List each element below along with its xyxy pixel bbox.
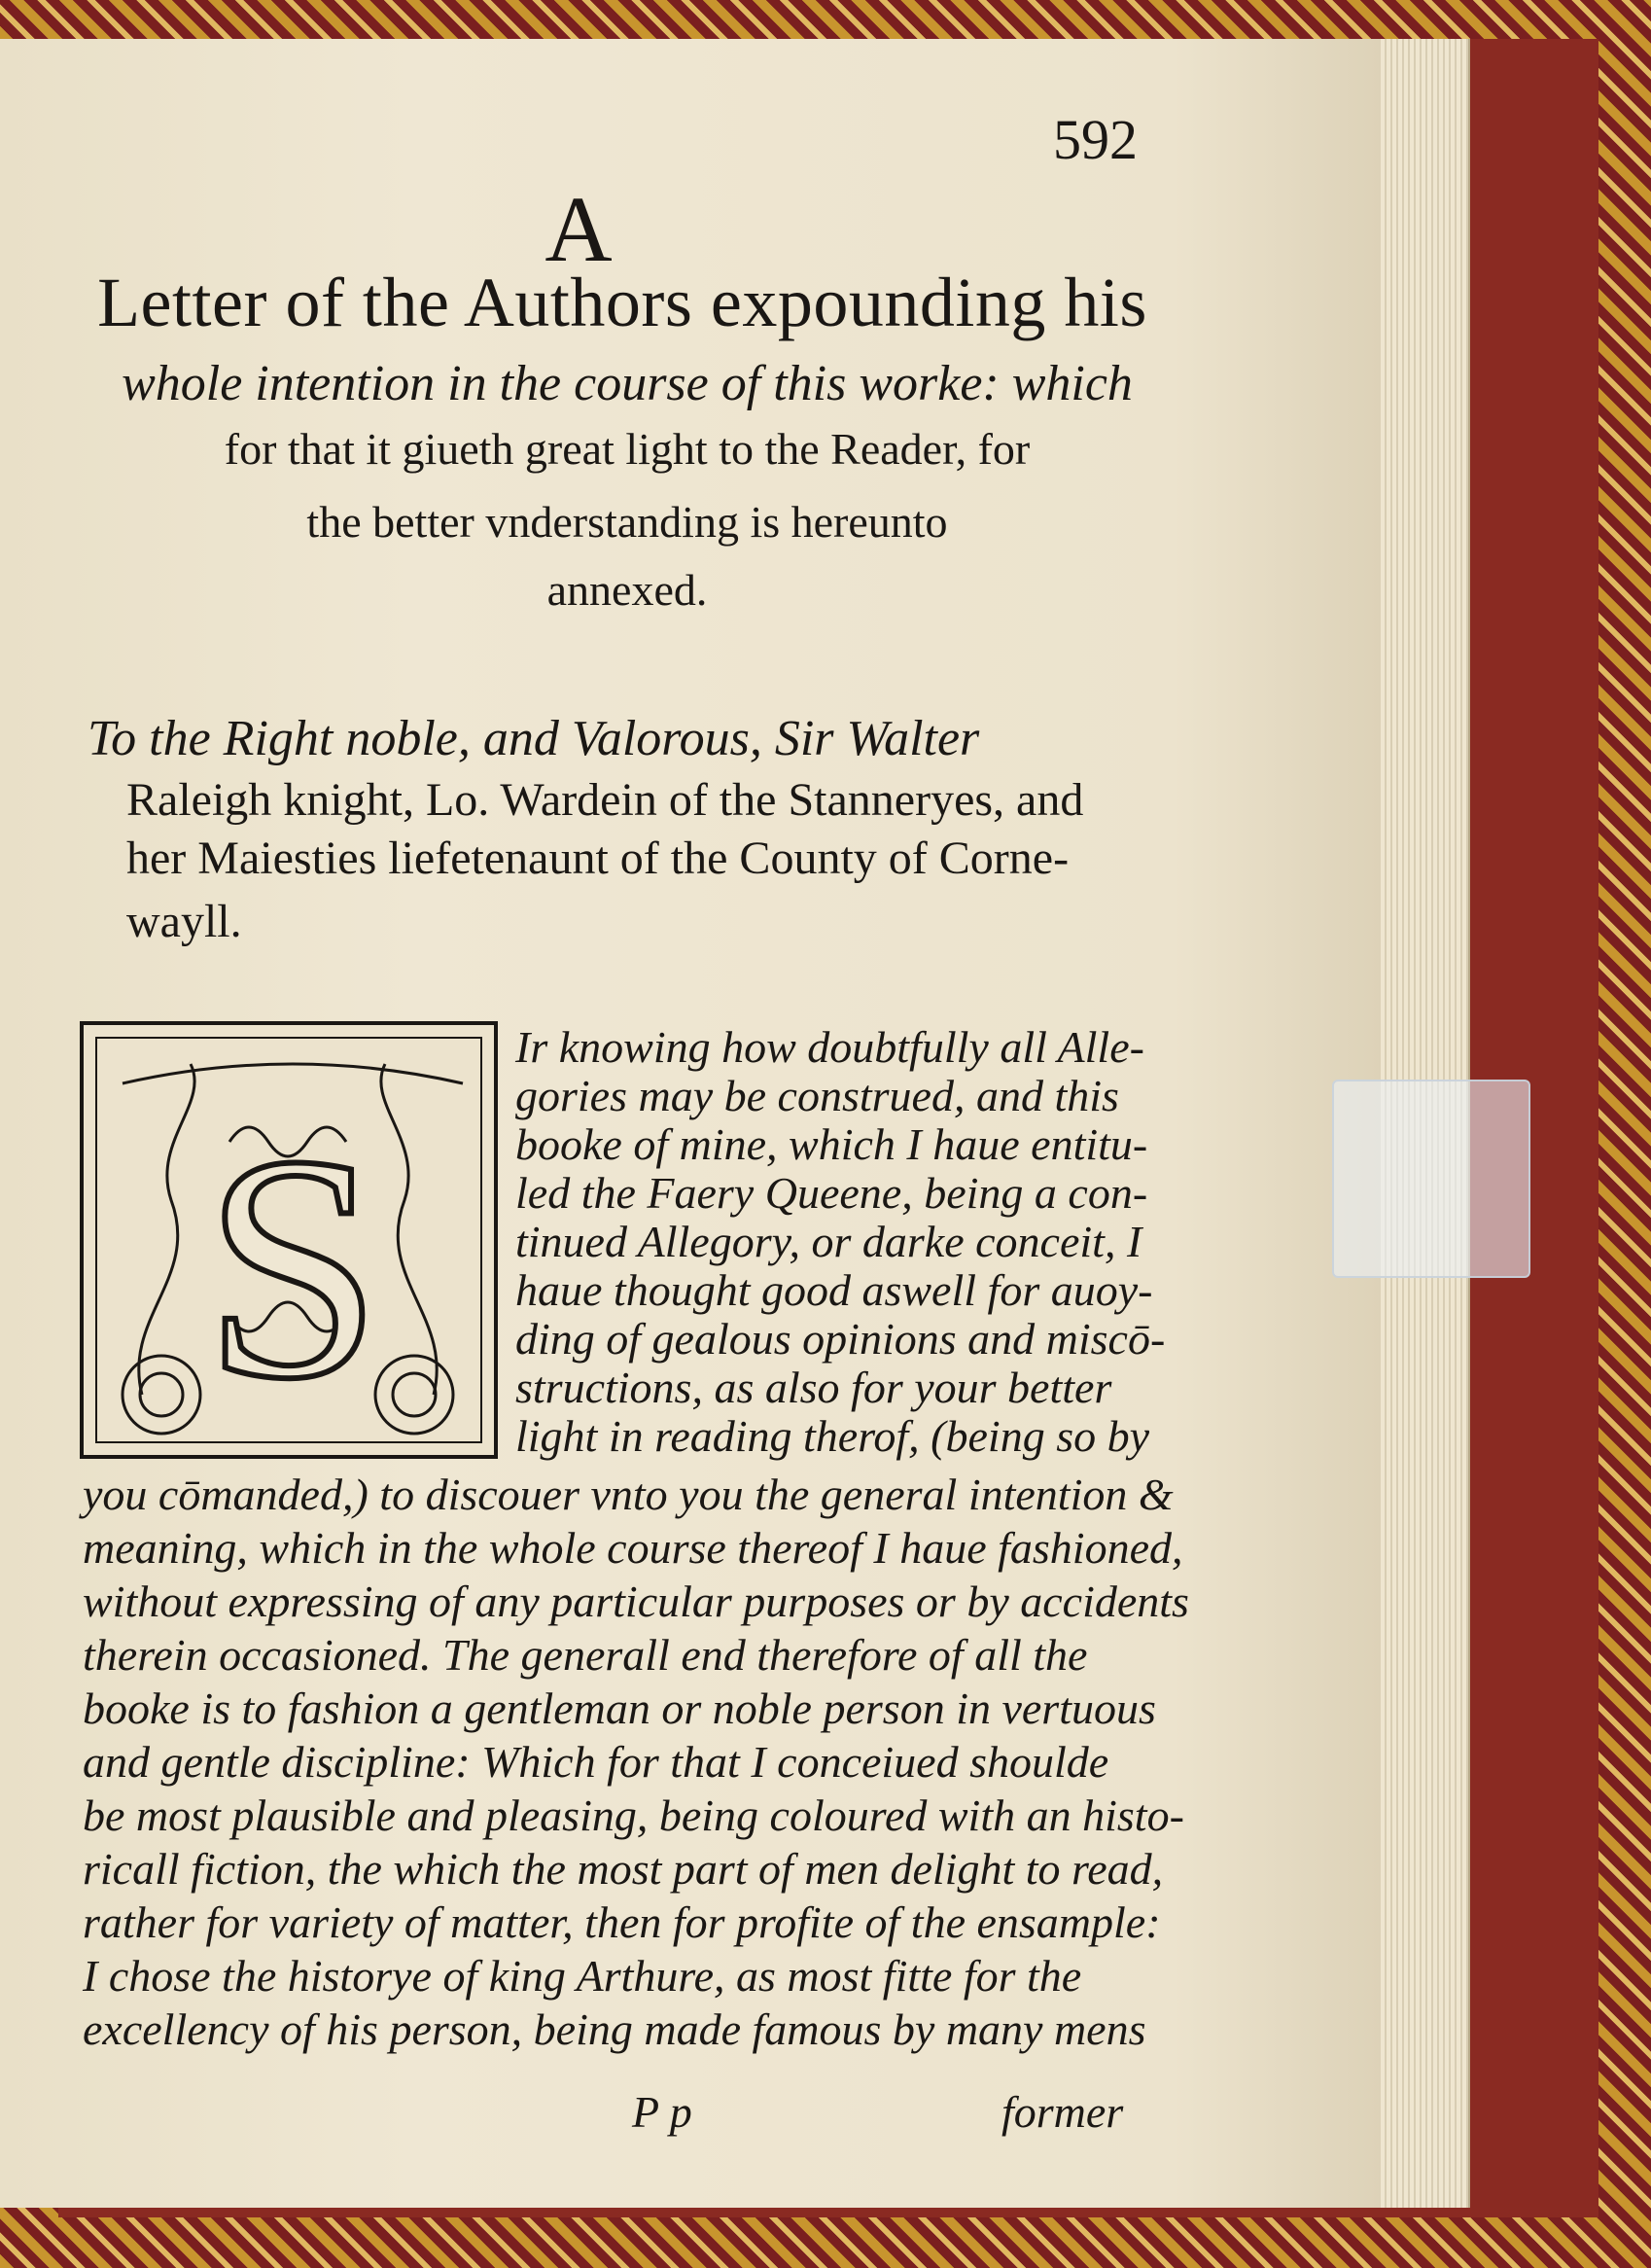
signature-mark: P p (632, 2087, 692, 2137)
body-line: tinued Allegory, or darke conceit, I (515, 1217, 1142, 1266)
body-line: rather for variety of matter, then for profite of the ensample: (83, 1897, 1161, 1947)
body-line: structions, as also for your better (515, 1363, 1112, 1412)
page-clip (1332, 1080, 1530, 1278)
body-line: you cōmanded,) to discouer vnto you the general intention & (83, 1470, 1174, 1519)
title-letter: A (544, 177, 613, 281)
subheading-line: for that it giueth great light to the Reader, for (224, 424, 1031, 474)
initial-letter: S (203, 1090, 382, 1445)
subheading-line: the better vnderstanding is hereunto (306, 497, 948, 547)
body-line: Ir knowing how doubtfully all Alle- (515, 1022, 1144, 1072)
body-line: ricall fiction, the which the most part of men delight to read, (83, 1844, 1164, 1894)
body-line: without expressing of any particular purposes or by accidents (83, 1577, 1189, 1626)
decorated-initial (80, 1021, 498, 1459)
body-line: meaning, which in the whole course thereof I haue fashioned, (83, 1523, 1183, 1573)
page-number: 592 (1053, 108, 1138, 171)
dedication-line: wayll. (126, 896, 242, 947)
body-line: haue thought good aswell for auoy- (515, 1265, 1153, 1315)
body-line: therein occasioned. The generall end therefore of all the (83, 1630, 1088, 1680)
dedication-line: her Maiesties liefetenaunt of the County of Corne- (126, 833, 1070, 884)
dedication-line: Raleigh knight, Lo. Wardein of the Stanneryes, and (126, 774, 1084, 826)
body-line: booke of mine, which I haue entitu- (515, 1119, 1148, 1169)
page-heading: Letter of the Authors expounding his (97, 264, 1147, 341)
dedication-line: To the Right noble, and Valorous, Sir Walter (88, 711, 980, 766)
body-line: be most plausible and pleasing, being coloured with an histo- (83, 1790, 1184, 1840)
body-line: I chose the historye of king Arthure, as most fitte for the (83, 1951, 1082, 2001)
catchword: former (1001, 2087, 1124, 2137)
body-line: ding of gealous opinions and miscō- (515, 1314, 1166, 1364)
foliage-ornament-icon (84, 1025, 502, 1463)
subheading-italic: whole intention in the course of this worke: which (122, 356, 1133, 411)
body-line: and gentle discipline: Which for that I conceiued shoulde (83, 1737, 1109, 1787)
book-page (0, 39, 1381, 2208)
body-line: booke is to fashion a gentleman or noble person in vertuous (83, 1683, 1156, 1733)
subheading-line: annexed. (546, 565, 708, 615)
body-line: led the Faery Queene, being a con- (515, 1168, 1148, 1218)
body-line: excellency of his person, being made famous by many mens (83, 2004, 1146, 2054)
body-line: gories may be construed, and this (515, 1071, 1119, 1120)
body-line: light in reading therof, (being so by (515, 1411, 1150, 1461)
